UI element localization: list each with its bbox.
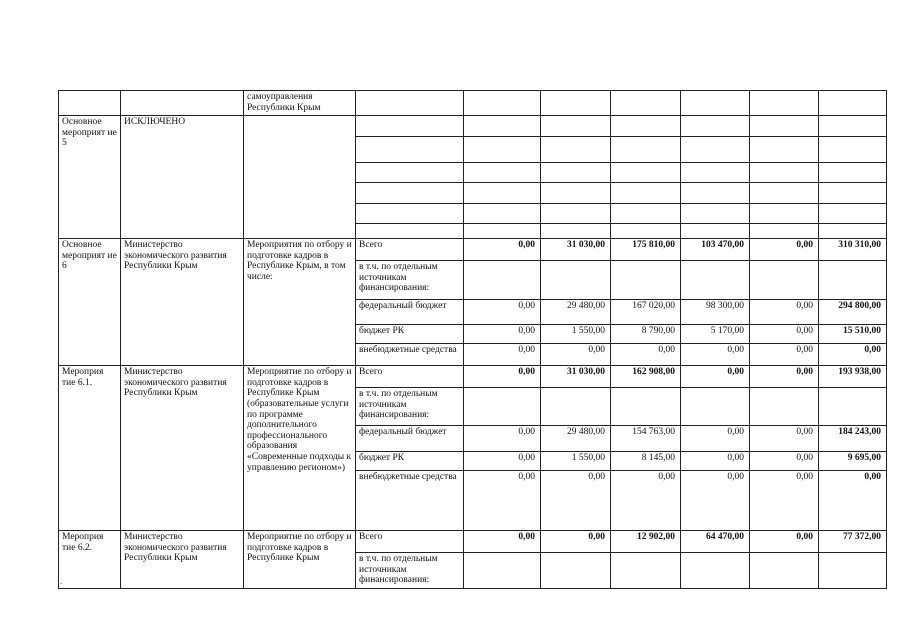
cell (464, 116, 541, 137)
measure-label: Основное мероприят ие 6 (59, 239, 121, 366)
value-cell: 0,00 (750, 300, 819, 325)
value-cell (464, 261, 541, 300)
measure-label: Мероприя тие 6.2. (59, 531, 121, 589)
cell (750, 137, 819, 163)
value-cell: 0,00 (750, 452, 819, 471)
cell (541, 204, 611, 224)
cell (541, 224, 611, 239)
table-row (59, 531, 887, 553)
measure-label: Основное мероприят ие 5 (59, 116, 121, 239)
value-cell: 154 763,00 (611, 426, 681, 452)
cell (356, 91, 464, 116)
source-cell: в т.ч. по отдельным источникам финансирования: (356, 261, 464, 300)
cell (611, 204, 681, 224)
cell (750, 116, 819, 137)
value-cell: 0,00 (541, 531, 611, 553)
cell (356, 116, 464, 137)
cell (750, 183, 819, 204)
value-cell: 0,00 (750, 239, 819, 261)
value-cell (750, 553, 819, 589)
cell (819, 91, 887, 116)
cell (356, 163, 464, 183)
cell (681, 204, 750, 224)
cell (681, 183, 750, 204)
cell (356, 137, 464, 163)
cell (611, 163, 681, 183)
cell (541, 116, 611, 137)
value-cell: 0,00 (464, 531, 541, 553)
value-cell: 1 550,00 (541, 452, 611, 471)
cell (750, 224, 819, 239)
value-cell: 0,00 (681, 452, 750, 471)
value-cell: 8 145,00 (611, 452, 681, 471)
cell (464, 163, 541, 183)
source-cell: внебюджетные средства (356, 344, 464, 366)
cell (750, 91, 819, 116)
cell (819, 137, 887, 163)
cell (681, 91, 750, 116)
cell (611, 183, 681, 204)
table-body (59, 91, 887, 589)
executor-cell: Министерство экономического развития Республики Крым (121, 531, 244, 589)
cell (611, 116, 681, 137)
total-cell: 15 510,00 (819, 325, 887, 344)
value-cell (681, 388, 750, 426)
cell (681, 224, 750, 239)
source-cell: бюджет РК (356, 452, 464, 471)
value-cell: 29 480,00 (541, 426, 611, 452)
value-cell (611, 388, 681, 426)
value-cell: 0,00 (464, 325, 541, 344)
budget-table (58, 90, 887, 589)
table-row (59, 116, 887, 137)
measure-name: Мероприятие по отбору и подготовке кадров в Республике Крым (образовательные услуги по программе дополнительного профессионального образования «Современные подходы к управлению регионом») (244, 366, 356, 531)
value-cell: 0,00 (681, 344, 750, 366)
total-cell: 294 800,00 (819, 300, 887, 325)
source-cell: Всего (356, 366, 464, 388)
value-cell (681, 553, 750, 589)
executor-cell: Министерство экономического развития Республики Крым (121, 366, 244, 531)
cell (611, 224, 681, 239)
value-cell: 12 902,00 (611, 531, 681, 553)
total-cell: 0,00 (819, 344, 887, 366)
value-cell: 0,00 (681, 471, 750, 531)
value-cell: 0,00 (464, 426, 541, 452)
value-cell: 0,00 (464, 300, 541, 325)
cell (464, 91, 541, 116)
value-cell: 162 908,00 (611, 366, 681, 388)
measure-label: Мероприя тие 6.1. (59, 366, 121, 531)
cell (541, 91, 611, 116)
page-mark: . (60, 576, 63, 586)
cell (541, 163, 611, 183)
cell (464, 224, 541, 239)
cell (681, 116, 750, 137)
value-cell (464, 553, 541, 589)
executor-cell: самоуправления Республики Крым (244, 91, 356, 116)
value-cell: 0,00 (464, 344, 541, 366)
value-cell (681, 261, 750, 300)
total-cell: 0,00 (819, 471, 887, 531)
value-cell (750, 261, 819, 300)
value-cell: 0,00 (750, 531, 819, 553)
cell (819, 163, 887, 183)
value-cell: 0,00 (750, 471, 819, 531)
cell (464, 204, 541, 224)
value-cell: 0,00 (750, 426, 819, 452)
cell (750, 204, 819, 224)
cell (464, 137, 541, 163)
table-row (59, 366, 887, 388)
value-cell: 167 020,00 (611, 300, 681, 325)
total-cell (819, 553, 887, 589)
value-cell: 0,00 (681, 366, 750, 388)
value-cell: 0,00 (750, 344, 819, 366)
value-cell: 175 810,00 (611, 239, 681, 261)
total-cell (819, 261, 887, 300)
source-cell: внебюджетные средства (356, 471, 464, 531)
measure-name: Мероприятия по отбору и подготовке кадров в Республике Крым, в том числе: (244, 239, 356, 366)
value-cell: 31 030,00 (541, 239, 611, 261)
value-cell: 0,00 (541, 344, 611, 366)
value-cell: 0,00 (464, 452, 541, 471)
source-cell: Всего (356, 239, 464, 261)
value-cell: 0,00 (464, 239, 541, 261)
value-cell (611, 261, 681, 300)
cell (59, 91, 121, 116)
value-cell (541, 388, 611, 426)
value-cell: 8 790,00 (611, 325, 681, 344)
cell (541, 183, 611, 204)
total-cell: 184 243,00 (819, 426, 887, 452)
source-cell: бюджет РК (356, 325, 464, 344)
value-cell: 98 300,00 (681, 300, 750, 325)
value-cell: 0,00 (611, 471, 681, 531)
cell (611, 91, 681, 116)
value-cell (464, 388, 541, 426)
cell (819, 116, 887, 137)
value-cell: 64 470,00 (681, 531, 750, 553)
cell (356, 224, 464, 239)
value-cell (750, 388, 819, 426)
total-cell (819, 388, 887, 426)
value-cell (611, 553, 681, 589)
cell (464, 183, 541, 204)
excluded-note: ИСКЛЮЧЕНО (121, 116, 244, 239)
total-cell: 310 310,00 (819, 239, 887, 261)
total-cell: 193 938,00 (819, 366, 887, 388)
total-cell: 9 695,00 (819, 452, 887, 471)
value-cell: 0,00 (541, 471, 611, 531)
source-cell: федеральный бюджет (356, 426, 464, 452)
cell (541, 137, 611, 163)
value-cell (541, 553, 611, 589)
value-cell: 1 550,00 (541, 325, 611, 344)
table-row (59, 239, 887, 261)
cell (356, 204, 464, 224)
value-cell: 0,00 (464, 471, 541, 531)
executor-cell: Министерство экономического развития Республики Крым (121, 239, 244, 366)
value-cell: 0,00 (611, 344, 681, 366)
value-cell: 29 480,00 (541, 300, 611, 325)
cell (356, 183, 464, 204)
source-cell: в т.ч. по отдельным источникам финансирования: (356, 553, 464, 589)
measure-name: Мероприятие по отбору и подготовке кадров в Республике Крым (244, 531, 356, 589)
value-cell: 5 170,00 (681, 325, 750, 344)
value-cell (541, 261, 611, 300)
value-cell: 31 030,00 (541, 366, 611, 388)
cell (819, 204, 887, 224)
cell (121, 91, 244, 116)
value-cell: 0,00 (681, 426, 750, 452)
value-cell: 0,00 (464, 366, 541, 388)
source-cell: в т.ч. по отдельным источникам финансирования: (356, 388, 464, 426)
table-row (59, 91, 887, 116)
cell (611, 137, 681, 163)
source-cell: федеральный бюджет (356, 300, 464, 325)
value-cell: 103 470,00 (681, 239, 750, 261)
cell (819, 183, 887, 204)
cell (244, 116, 356, 239)
cell (750, 163, 819, 183)
total-cell: 77 372,00 (819, 531, 887, 553)
source-cell: Всего (356, 531, 464, 553)
cell (681, 163, 750, 183)
cell (819, 224, 887, 239)
cell (681, 137, 750, 163)
value-cell: 0,00 (750, 366, 819, 388)
value-cell: 0,00 (750, 325, 819, 344)
